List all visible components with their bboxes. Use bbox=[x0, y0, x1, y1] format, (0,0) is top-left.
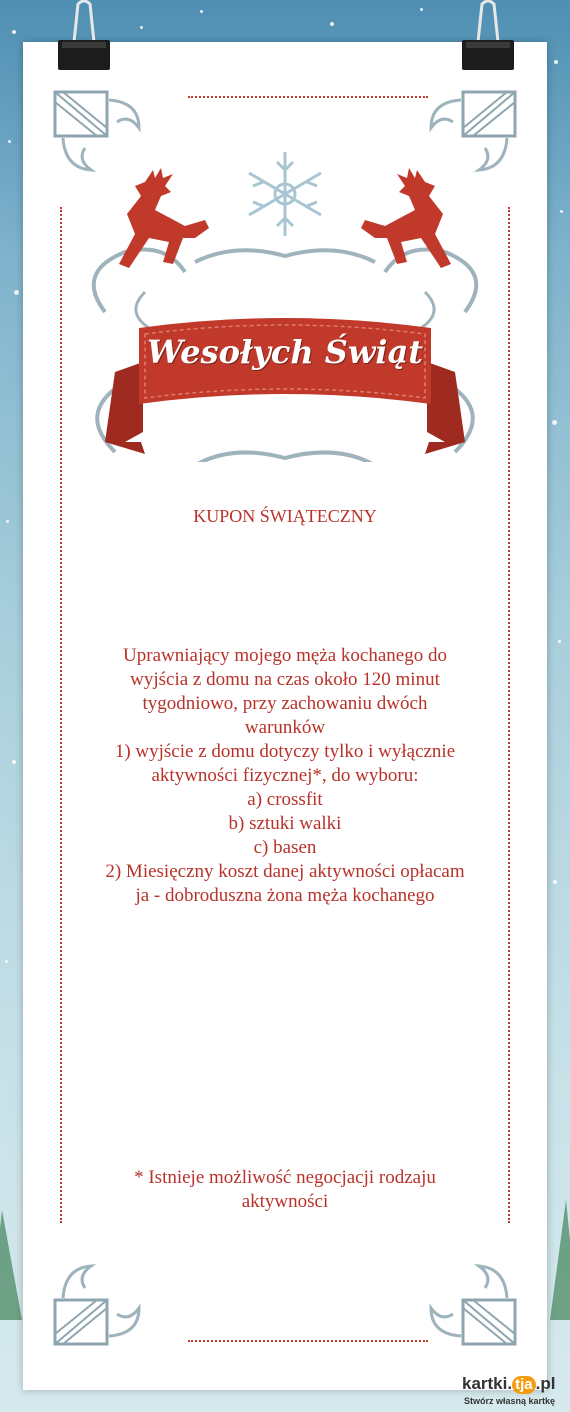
dotted-border-top bbox=[188, 96, 428, 98]
christmas-header-ornament bbox=[75, 142, 495, 462]
snowflake-dot bbox=[420, 8, 423, 11]
paper-clip-icon bbox=[56, 0, 112, 72]
snowflake-dot bbox=[8, 140, 11, 143]
snowflake-dot bbox=[558, 640, 561, 643]
snowflake-dot bbox=[554, 60, 558, 64]
snowflake-dot bbox=[560, 210, 563, 213]
coupon-body bbox=[83, 644, 487, 908]
dotted-border-bottom bbox=[188, 1340, 428, 1342]
corner-ornament-icon bbox=[425, 1254, 517, 1346]
snowflake-dot bbox=[5, 960, 8, 963]
banner-title: Wesołych Świąt bbox=[146, 333, 424, 371]
corner-ornament-icon bbox=[53, 1254, 145, 1346]
coupon-heading: KUPON ŚWIĄTECZNY bbox=[193, 506, 377, 526]
snowflake-dot bbox=[200, 10, 203, 13]
body-line: tygodniowo, przy zachowaniu dwóch bbox=[142, 693, 428, 714]
snowflake-dot bbox=[12, 30, 16, 34]
body-line: aktywności fizycznej*, do wyboru: bbox=[151, 765, 419, 786]
body-line: a) crossfit bbox=[247, 789, 323, 810]
coupon-footnote bbox=[83, 1166, 487, 1214]
pine-tree-icon bbox=[548, 1200, 570, 1330]
body-line: c) basen bbox=[253, 837, 317, 858]
snowflake-dot bbox=[14, 290, 19, 295]
coupon-card bbox=[23, 42, 547, 1390]
snowflake-dot bbox=[6, 520, 9, 523]
dotted-border-left bbox=[60, 207, 62, 1223]
logo-name: kartki. tja .pl bbox=[462, 1374, 556, 1393]
body-line: b) sztuki walki bbox=[228, 813, 342, 834]
footnote-line: aktywności bbox=[241, 1191, 329, 1212]
snowflake-dot bbox=[553, 880, 557, 884]
kartki-logo-link[interactable] bbox=[462, 1374, 570, 1412]
snowflake-dot bbox=[330, 22, 334, 26]
snowflake-icon bbox=[249, 152, 321, 236]
paper-clip-icon bbox=[460, 0, 516, 72]
logo-tagline: Stwórz własną kartkę bbox=[464, 1396, 556, 1406]
pine-tree-icon bbox=[0, 1210, 24, 1330]
dotted-border-right bbox=[508, 207, 510, 1223]
body-line: wyjścia z domu na czas około 120 minut bbox=[130, 669, 440, 690]
snowflake-dot bbox=[552, 420, 557, 425]
snowflake-dot bbox=[12, 760, 16, 764]
body-line: 1) wyjście z domu dotyczy tylko i wyłącznie bbox=[114, 741, 456, 762]
body-line: warunków bbox=[244, 717, 326, 738]
body-line: 2) Miesięczny koszt danej aktywności opłacam bbox=[105, 861, 465, 882]
footnote-line: * Istnieje możliwość negocjacji rodzaju bbox=[134, 1167, 436, 1188]
body-line: ja - dobroduszna żona męża kochanego bbox=[135, 885, 435, 906]
logo-badge: tja bbox=[512, 1376, 536, 1394]
body-line: Uprawniający mojego męża kochanego do bbox=[123, 645, 447, 666]
snowflake-dot bbox=[140, 26, 143, 29]
